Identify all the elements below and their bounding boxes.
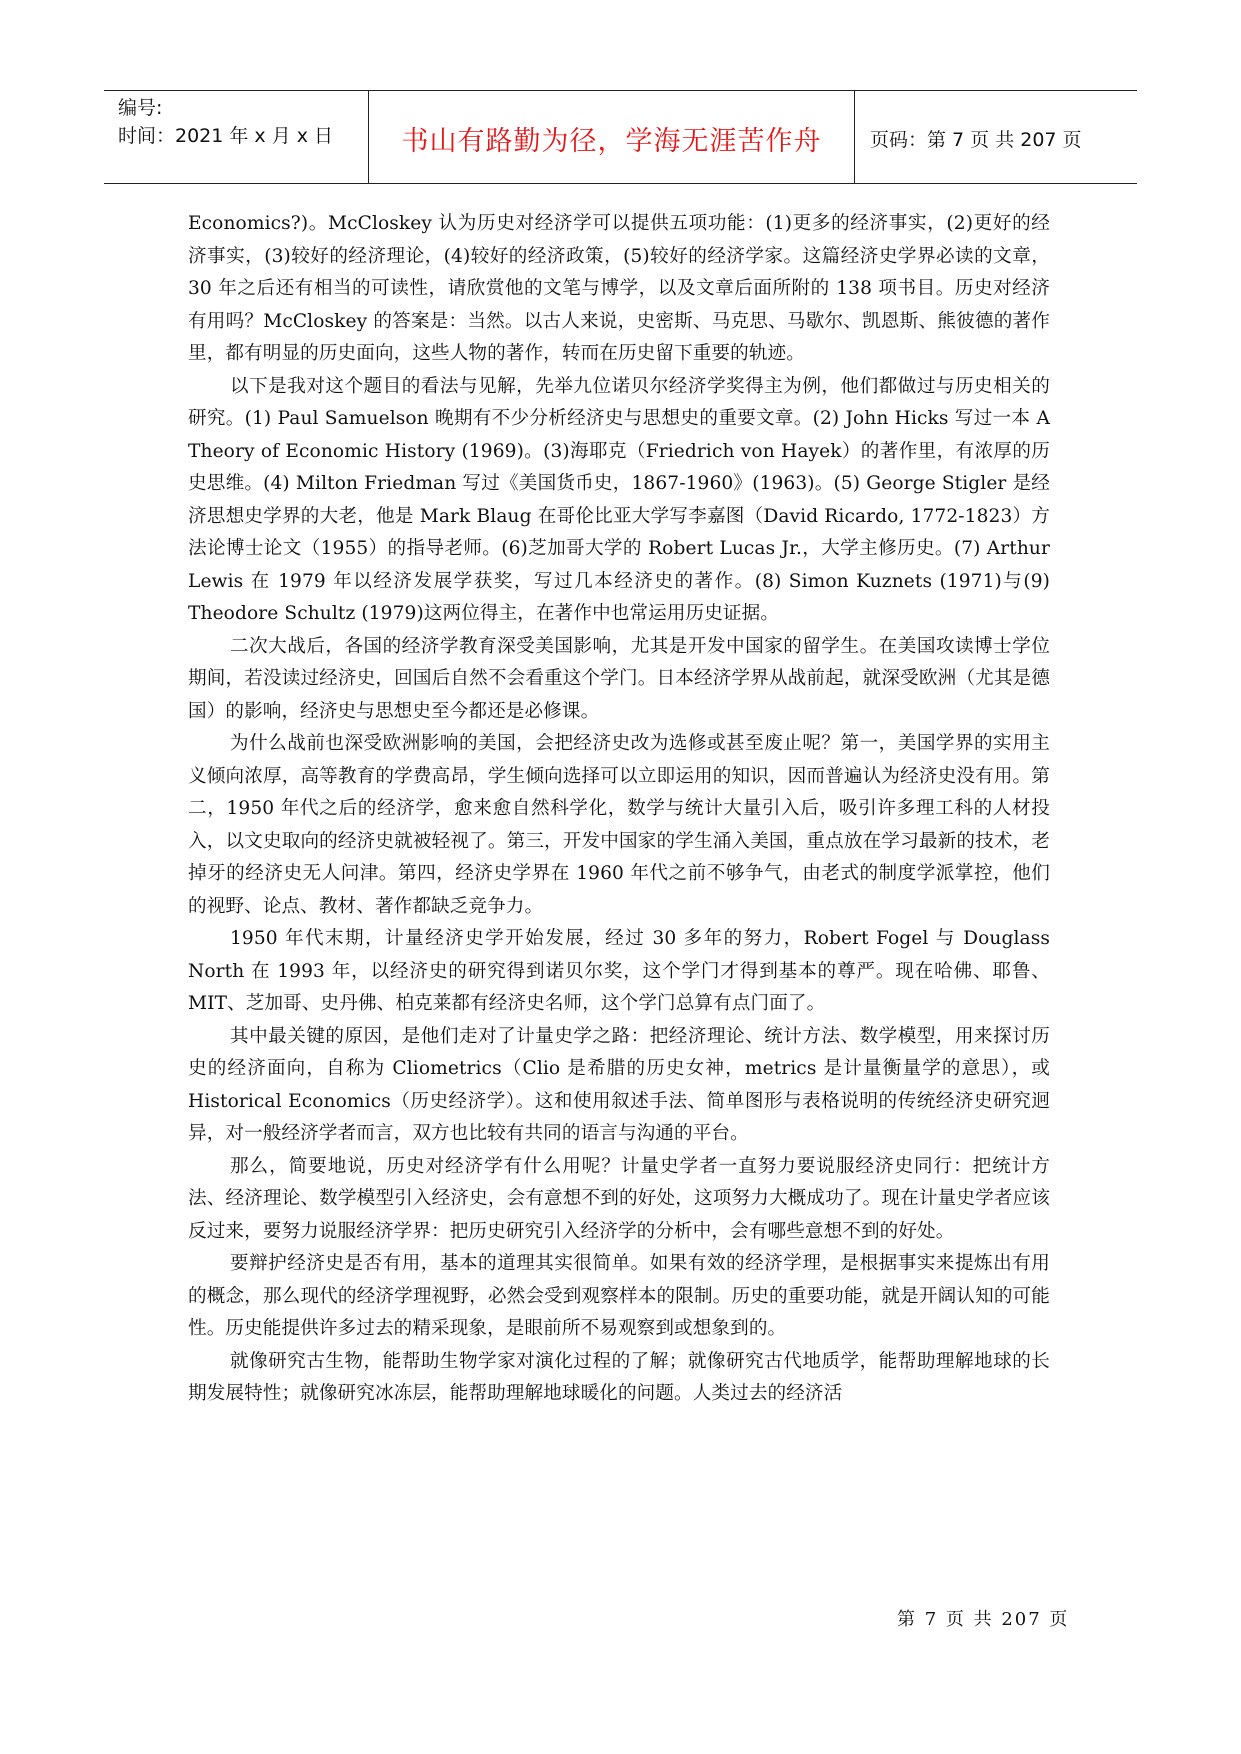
page-footer: 第 7 页 共 207 页: [897, 1609, 1070, 1630]
paragraph: 要辩护经济史是否有用，基本的道理其实很简单。如果有效的经济学理，是根据事实来提炼出有用的概念，那么现代的经济学理视野，必然会受到观察样本的限制。历史的重要功能，就是开阔认知的可能性。历史能提供许多过去的精采现象，是眼前所不易观察到或想象到的。: [188, 1253, 1050, 1339]
paragraph: Economics?)。McCloskey 认为历史对经济学可以提供五项功能：(1)更多的经济事实，(2)更好的经济事实，(3)较好的经济理论，(4)较好的经济政策，(5)较好的经济学家。这篇经济史学界必读的文章，30 年之后还有相当的可读性，请欣赏他的文笔与博学，以及文章后面所附的 138 项书目。历史对经济有用吗？McCloskey 的答案是：当然。以古人来说，史密斯、马克思、马歇尔、凯恩斯、熊彼德的著作里，都有明显的历史面向，这些人物的著作，转而在历史留下重要的轨迹。: [188, 213, 1050, 364]
paragraph: 其中最关键的原因，是他们走对了计量史学之路：把经济理论、统计方法、数学模型，用来探讨历史的经济面向，自称为 Cliometrics（Clio 是希腊的历史女神，metrics 是计量衡量学的意思），或 Historical Economics（历史经济学）。这和使用叙述手法、简单图形与表格说明的传统经济史研究迥异，对一般经济学者而言，双方也比较有共同的语言与沟通的平台。: [188, 1025, 1050, 1144]
document-header: [104, 90, 1137, 184]
paragraph: 为什么战前也深受欧洲影响的美国，会把经济史改为选修或甚至废止呢？第一，美国学界的实用主义倾向浓厚，高等教育的学费高昂，学生倾向选择可以立即运用的知识，因而普遍认为经济史没有用。第二，1950 年代之后的经济学，愈来愈自然科学化，数学与统计大量引入后，吸引许多理工科的人材投入，以文史取向的经济史就被轻视了。第三，开发中国家的学生涌入美国，重点放在学习最新的技术，老掉牙的经济史无人问津。第四，经济史学界在 1960 年代之前不够争气，由老式的制度学派掌控，他们的视野、论点、教材、著作都缺乏竞争力。: [188, 733, 1050, 917]
paragraph: 那么，简要地说，历史对经济学有什么用呢？计量史学者一直努力要说服经济史同行：把统计方法、经济理论、数学模型引入经济史，会有意想不到的好处，这项努力大概成功了。现在计量史学者应该反过来，要努力说服经济学界：把历史研究引入经济学的分析中，会有哪些意想不到的好处。: [188, 1155, 1050, 1242]
document-time-label: 时间：2021 年 x 月 x 日: [118, 125, 334, 147]
document-body: [188, 208, 1050, 1411]
header-right-cell: [854, 91, 1137, 183]
header-motto: 书山有路勤为径，学海无涯苦作舟: [401, 126, 822, 157]
paragraph: 就像研究古生物，能帮助生物学家对演化过程的了解；就像研究古代地质学，能帮助理解地球的长期发展特性；就像研究冰冻层，能帮助理解地球暖化的问题。人类过去的经济活: [188, 1350, 1050, 1404]
paragraph: 以下是我对这个题目的看法与见解，先举九位诺贝尔经济学奖得主为例，他们都做过与历史相关的研究。(1) Paul Samuelson 晚期有不少分析经济史与思想史的重要文章。(2) John Hicks 写过一本 A Theory of Economic History (1969)。(3)海耶克（Friedrich von Hayek）的著作里，有浓厚的历史思维。(4) Milton Friedman 写过《美国货币史，1867-1960》(1963)。(5) George Stigler 是经济思想史学界的大老，他是 Mark Blaug 在哥伦比亚大学写李嘉图（David Ricardo, 1772-1823）方法论博士论文（1955）的指导老师。(6)芝加哥大学的 Robert Lucas Jr.，大学主修历史。(7) Arthur Lewis 在 1979 年以经济发展学获奖，写过几本经济史的著作。(8) Simon Kuznets (1971)与(9) Theodore Schultz (1979)这两位得主，在著作中也常运用历史证据。: [188, 375, 1050, 624]
header-middle-cell: [368, 91, 855, 183]
paragraph: 1950 年代末期，计量经济史学开始发展，经过 30 多年的努力，Robert Fogel 与 Douglass North 在 1993 年，以经济史的研究得到诺贝尔奖，这个学门才得到基本的尊严。现在哈佛、耶鲁、MIT、芝加哥、史丹佛、柏克莱都有经济史名师，这个学门总算有点门面了。: [188, 928, 1050, 1014]
header-left-cell: [104, 91, 368, 183]
header-page-label: 页码：第 7 页 共 207 页: [870, 129, 1082, 151]
document-number-label: 编号:: [118, 97, 163, 119]
paragraph: 二次大战后，各国的经济学教育深受美国影响，尤其是开发中国家的留学生。在美国攻读博士学位期间，若没读过经济史，回国后自然不会看重这个学门。日本经济学界从战前起，就深受欧洲（尤其是德国）的影响，经济史与思想史至今都还是必修课。: [188, 635, 1050, 722]
